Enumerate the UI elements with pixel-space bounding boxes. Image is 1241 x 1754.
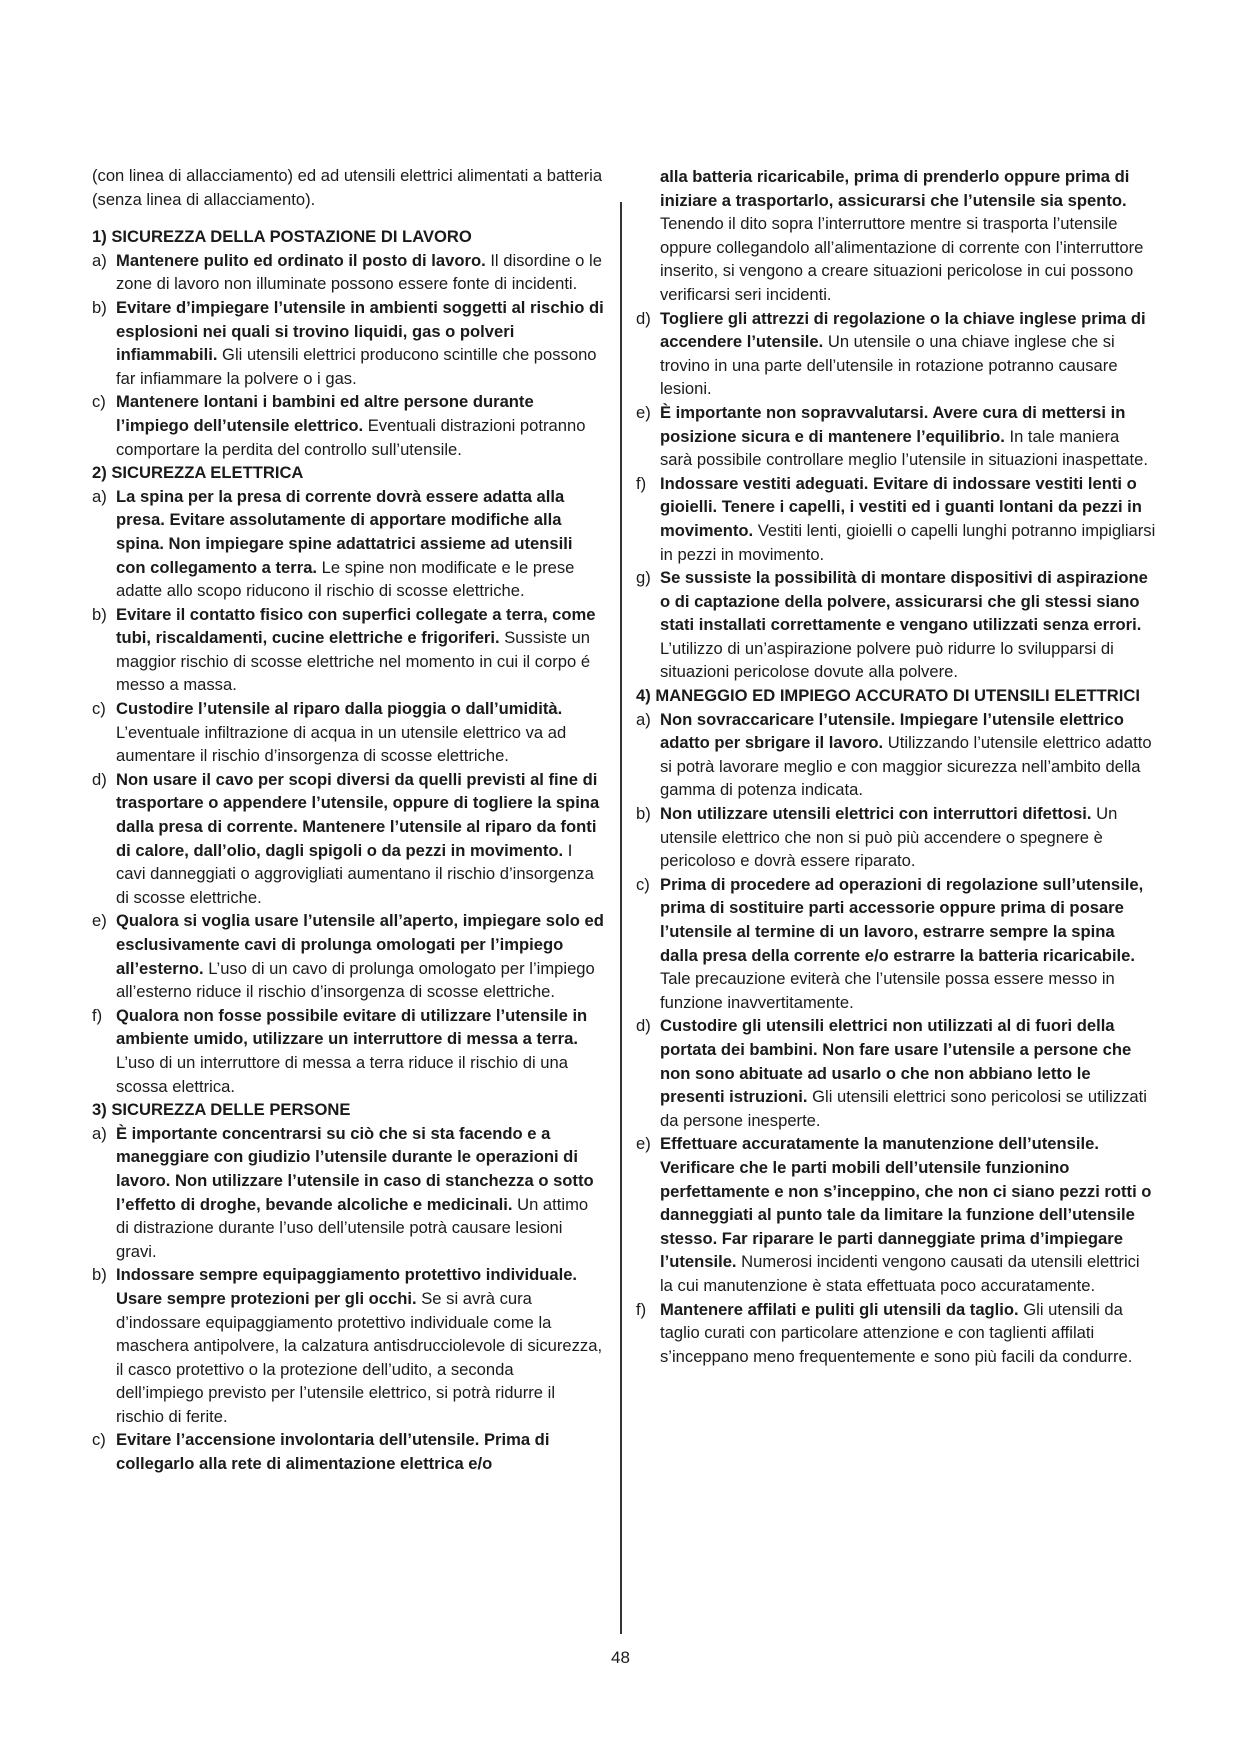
item-marker: a) [92,250,107,270]
list-item [92,390,604,461]
item-text: Gli utensili elettrici producono scintille che possono far infiammare la polvere o i gas. [116,345,597,388]
item-warning: Indossare sempre equipaggiamento protettivo individuale. Usare sempre protezioni per gli occhi. [116,1265,578,1308]
page-number: 48 [611,1648,630,1667]
item-warning: Evitare d’impiegare l’utensile in ambienti soggetti al rischio di esplosioni nei quali si trovino liquidi, gas o polveri infiammabili. [116,297,604,365]
item-warning: Se sussiste la possibilità di montare dispositivi di aspirazione o di captazione della polvere, assicurarsi che gli stessi siano stati installati correttamente e vengano utilizzati senza errori. [660,568,1148,635]
item-marker: f) [636,473,647,493]
list-item [92,485,604,603]
item-warning: Custodire l’utensile al riparo dalla pioggia o dall’umidità. [116,699,563,719]
item-text: Numerosi incidenti vengono causati da utensili elettrici la cui manutenzione è stata effettuata poco accuratamente. [660,1252,1140,1295]
list-item [636,1132,1156,1297]
item-warning: Prima di procedere ad operazioni di regolazione sull’utensile, prima di sostituire parti accessorie oppure prima di posare l’utensile al termine di un lavoro, estrarre sempre la spina dalla presa della corrente e/o estrarre la batteria ricaricabile. [660,874,1144,965]
item-warning: Evitare l’accensione involontaria dell’utensile. Prima di collegarlo alla rete di alimentazione elettrica e/o [116,1430,550,1474]
item-warning: Evitare il contatto fisico con superfici collegate a terra, come tubi, riscaldamenti, cucine elettriche e frigoriferi. [116,604,596,648]
section-heading-work-area: 1) SICUREZZA DELLA POSTAZIONE DI LAVORO [92,227,472,247]
item-text: In tale maniera sarà possibile controllare meglio l’utensile in situazioni inaspettate. [660,426,1148,470]
list-item [636,1298,1156,1369]
item-marker: b) [636,804,651,824]
item-marker: e) [636,1134,651,1154]
list-item [636,802,1156,873]
list-item [92,1004,604,1098]
intro-paragraph: (con linea di allacciamento) ed ad utensili elettrici alimentati a batteria (senza linea di allacciamento). [92,166,603,209]
item-marker: e) [92,911,107,931]
item-text: Tenendo il dito sopra l’interruttore mentre si trasporta l’utensile oppure collegandolo all’alimentazione di corrente con l’interruttore inserito, si vengono a creare situazioni pericolose in cui possono verificarsi seri incidenti. [660,214,1144,304]
item-text: Un utensile o una chiave inglese che si trovino in una parte dell’utensile in rotazione potranno causare lesioni. [660,332,1118,399]
item-marker: a) [636,709,651,729]
item-marker: e) [636,402,651,422]
list-item [92,909,604,1003]
list-item [636,1014,1156,1132]
item-text: L’utilizzo di un’aspirazione polvere può ridurre lo svilupparsi di situazioni pericolose dovute alla polvere. [660,638,1114,682]
item-text: Gli utensili elettrici sono pericolosi se utilizzati da persone inesperte. [660,1087,1147,1130]
item-marker: b) [92,297,107,317]
item-text: Tale precauzione eviterà che l’utensile possa essere messo in funzione inavvertitamente. [660,969,1115,1012]
item-warning: Qualora si voglia usare l’utensile all’aperto, impiegare solo ed esclusivamente cavi di prolunga omologati per l’impiego all’esterno. [116,911,604,978]
item-warning: È importante non sopravvalutarsi. Avere cura di mettersi in posizione sicura e di mantenere l’equilibrio. [660,402,1126,446]
list-item [92,697,604,768]
section-heading-electrical: 2) SICUREZZA ELETTRICA [92,463,304,483]
item-text: Sussiste un maggior rischio di scosse elettriche nel momento in cui il corpo é messo a massa. [116,628,591,695]
item-marker: c) [92,392,106,412]
list-item [636,873,1156,1015]
item-text: L’eventuale infiltrazione di acqua in un utensile elettrico va ad aumentare il rischio d’insorgenza di scosse elettriche. [116,722,567,766]
item-text: L’uso di un interruttore di messa a terra riduce il rischio di una scossa elettrica. [116,1052,568,1096]
right-column [636,165,1156,1368]
item-text: Vestiti lenti, gioielli o capelli lunghi potranno impigliarsi in pezzi in movimento. [660,520,1156,564]
item-warning: Non sovraccaricare l’utensile. Impiegare l’utensile elettrico adatto per sbrigare il lavoro. [660,709,1124,753]
item-marker: a) [92,486,107,506]
item-marker: f) [92,1005,103,1025]
item-text: I cavi danneggiati o aggrovigliati aumentano il rischio d’insorgenza di scosse elettriche. [116,840,594,907]
list-item [636,566,1156,684]
column-divider [620,202,622,1634]
item-marker: f) [636,1299,647,1319]
item-warning: È importante concentrarsi su ciò che si sta facendo e a maneggiare con giudizio l’utensile durante le operazioni di lavoro. Non utilizzare l’utensile in caso di stanchezza o sotto l’effetto di droghe, bevande alcoliche e medicinali. [116,1123,594,1214]
item-text: Utilizzando l’utensile elettrico adatto si potrà lavorare meglio e con maggior sicurezza nell’ambito della gamma di potenza indicata. [660,733,1152,800]
item-text: Le spine non modificate e le prese adatte allo scopo riducono il rischio di scosse elettriche. [116,557,575,601]
section-heading-tool-use: 4) MANEGGIO ED IMPIEGO ACCURATO DI UTENSILI ELETTRICI [636,686,1140,706]
list-item [636,472,1156,566]
item-marker: d) [92,769,107,789]
item-text: L’uso di un cavo di prolunga omologato per l’impiego all’esterno riduce il rischio d’insorgenza di scosse elettriche. [116,958,595,1002]
item-text: Un utensile elettrico che non si può più accendere o spegnere è pericoloso e dovrà essere riparato. [660,804,1118,871]
list-item [636,401,1156,472]
item-warning: Effettuare accuratamente la manutenzione dell’utensile. Verificare che le parti mobili dell’utensile funzionino perfettamente e non s’inceppino, che non ci siano pezzi rotti o danneggiati al punto tale da limitare la funzione dell’utensile stesso. Far riparare le parti danneggiate prima d’impiegare l’utensile. [660,1134,1152,1272]
item-marker: c) [92,1430,106,1450]
item-text: Eventuali distrazioni potranno comportare la perdita del controllo sull’utensile. [116,415,586,459]
list-item [92,768,604,910]
item-marker: c) [636,874,650,894]
list-item [92,1428,604,1475]
list-item-continued [636,165,1156,307]
list-item [636,708,1156,802]
item-warning: Togliere gli attrezzi di regolazione o la chiave inglese prima di accendere l’utensile. [660,308,1146,352]
item-marker: d) [636,308,651,328]
item-warning: La spina per la presa di corrente dovrà essere adatta alla presa. Evitare assolutamente di apportare modifiche alla spina. Non impiegare spine adattatrici assieme ad utensili con collegamento a terra. [116,486,573,577]
list-item [92,249,604,296]
item-text: Gli utensili da taglio curati con particolare attenzione e con taglienti affilati s’inceppano meno frequentemente e sono più facili da condurre. [660,1299,1133,1366]
left-column [92,164,604,1476]
item-warning: Non usare il cavo per scopi diversi da quelli previsti al fine di trasportare o appendere l’utensile, oppure di togliere la spina dalla presa di corrente. Mantenere l’utensile al riparo da fonti di calore, dall’olio, dagli spigoli o da pezzi in movimento. [116,769,600,860]
item-marker: c) [92,699,106,719]
item-marker: a) [92,1123,107,1143]
item-warning: Mantenere lontani i bambini ed altre persone durante l’impiego dell’utensile elettrico. [116,392,534,435]
item-warning: alla batteria ricaricabile, prima di prenderlo oppure prima di iniziare a trasportarlo, assicurarsi che l’utensile sia spento. [660,167,1130,210]
list-item [92,296,604,390]
item-marker: d) [636,1016,651,1036]
section-heading-personal: 3) SICUREZZA DELLE PERSONE [92,1100,351,1120]
item-warning: Mantenere pulito ed ordinato il posto di lavoro. [116,250,486,270]
item-marker: b) [92,604,107,624]
item-text: Un attimo di distrazione durante l’uso dell’utensile potrà causare lesioni gravi. [116,1194,589,1261]
item-warning: Non utilizzare utensili elettrici con interruttori difettosi. [660,804,1092,824]
list-item [636,307,1156,401]
item-marker: g) [636,568,651,588]
list-item [92,603,604,697]
list-item [92,1122,604,1264]
item-warning: Mantenere affilati e puliti gli utensili da taglio. [660,1299,1019,1319]
item-warning: Indossare vestiti adeguati. Evitare di indossare vestiti lenti o gioielli. Tenere i capelli, i vestiti ed i guanti lontani da pezzi in movimento. [660,473,1142,540]
item-warning: Qualora non fosse possibile evitare di utilizzare l’utensile in ambiente umido, utilizzare un interruttore di messa a terra. [116,1005,588,1049]
item-text: Se si avrà cura d’indossare equipaggiamento protettivo individuale come la maschera antipolvere, la calzatura antisdrucciolevole di sicurezza, il casco protettivo o la protezione dell’udito, a seconda dell’impiego previsto per l’utensile elettrico, si potrà ridurre il rischio di ferite. [116,1288,603,1426]
list-item [92,1263,604,1428]
item-text: Il disordine o le zone di lavoro non illuminate possono essere fonte di incidenti. [116,250,602,294]
item-marker: b) [92,1265,107,1285]
item-warning: Custodire gli utensili elettrici non utilizzati al di fuori della portata dei bambini. Non fare usare l’utensile a persone che non sono abituate ad usarlo o che non abbiano letto le presenti istruzioni. [660,1016,1132,1107]
